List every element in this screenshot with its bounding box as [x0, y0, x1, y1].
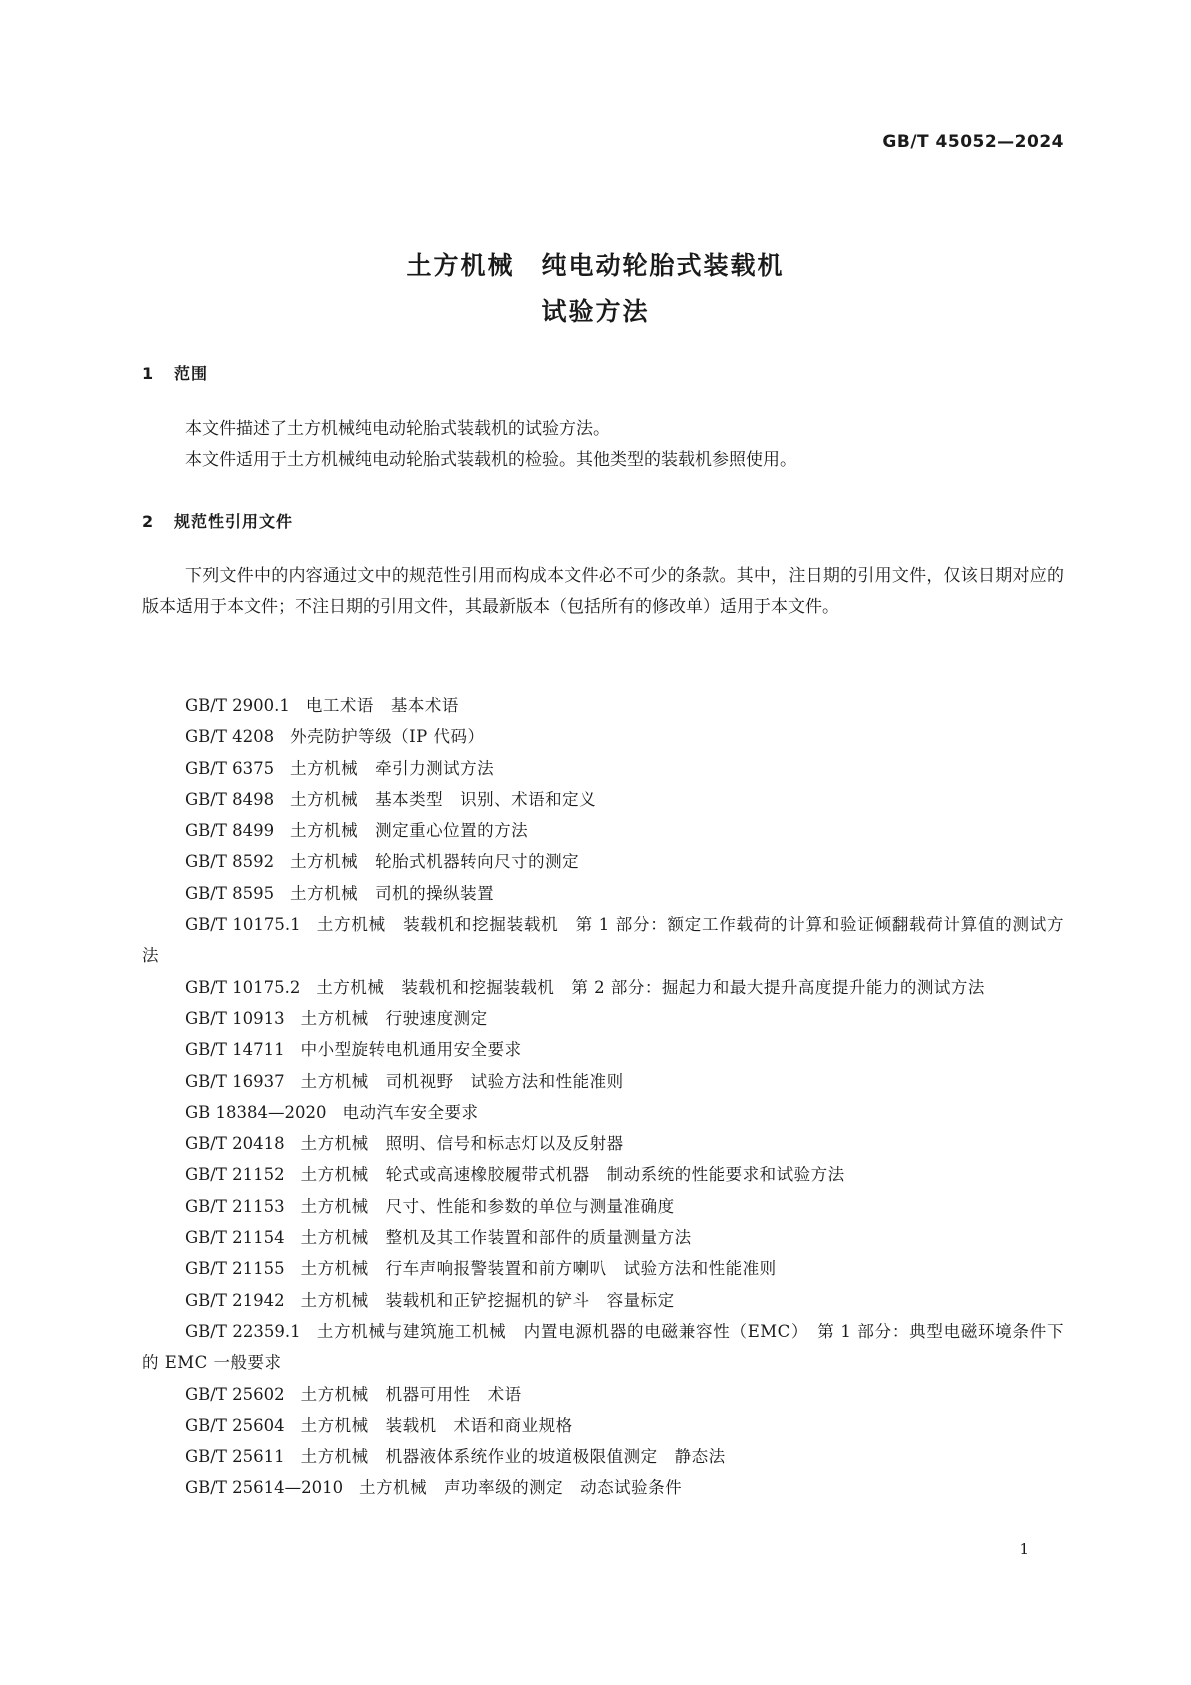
reference-code: GB/T 20418	[185, 1134, 285, 1154]
paragraph: 本文件适用于土方机械纯电动轮胎式装载机的检验。其他类型的装载机参照使用。	[185, 450, 797, 470]
reference-title: 电动汽车安全要求	[342, 1102, 479, 1122]
reference-code: GB/T 21152	[185, 1165, 285, 1185]
section-1-body	[142, 414, 1064, 476]
reference-title: 土方机械 装载机和正铲挖掘机的铲斗 容量标定	[300, 1290, 675, 1310]
paragraph: 下列文件中的内容通过文中的规范性引用而构成本文件必不可少的条款。其中，注日期的引用文件，仅该日期对应的版本适用于本文件；不注日期的引用文件，其最新版本（包括所有的修改单）适用于本文件。	[142, 566, 1064, 617]
reference-item	[142, 1316, 1064, 1379]
reference-code: GB/T 6375	[185, 758, 275, 778]
reference-item	[142, 1253, 1064, 1284]
section-1-heading	[142, 361, 208, 384]
paragraph: 本文件描述了土方机械纯电动轮胎式装载机的试验方法。	[185, 419, 610, 439]
reference-title: 土方机械 装载机和挖掘装载机 第 2 部分：掘起力和最大提升高度提升能力的测试方法	[316, 977, 985, 997]
reference-code: GB 18384—2020	[185, 1102, 327, 1122]
standard-code: GB/T 45052—2024	[882, 132, 1064, 152]
reference-code: GB/T 10913	[185, 1008, 285, 1028]
reference-item	[142, 846, 1064, 877]
reference-item	[142, 784, 1064, 815]
reference-item	[142, 690, 1064, 721]
reference-item	[142, 721, 1064, 752]
reference-title: 土方机械 尺寸、性能和参数的单位与测量准确度	[300, 1196, 675, 1216]
section-2-heading	[142, 509, 293, 532]
reference-item	[142, 972, 1064, 1003]
reference-code: GB/T 21153	[185, 1196, 285, 1216]
reference-title: 土方机械 基本类型 识别、术语和定义	[290, 789, 597, 809]
reference-code: GB/T 10175.1	[185, 915, 301, 935]
reference-title: 土方机械 司机的操纵装置	[290, 883, 495, 903]
reference-code: GB/T 8595	[185, 883, 275, 903]
reference-title: 土方机械 牵引力测试方法	[290, 758, 495, 778]
reference-item	[142, 1472, 1064, 1503]
reference-code: GB/T 25614—2010	[185, 1478, 344, 1498]
reference-title: 土方机械 轮胎式机器转向尺寸的测定	[290, 852, 580, 872]
reference-code: GB/T 4208	[185, 727, 275, 747]
reference-code: GB/T 21942	[185, 1290, 285, 1310]
section-title: 范围	[174, 364, 209, 383]
reference-title: 中小型旋转电机通用安全要求	[300, 1040, 522, 1060]
reference-title: 土方机械 行车声响报警装置和前方喇叭 试验方法和性能准则	[300, 1259, 777, 1279]
document-title	[0, 243, 1191, 335]
reference-code: GB/T 21154	[185, 1228, 285, 1248]
section-number: 2	[142, 512, 155, 531]
reference-item	[142, 1285, 1064, 1316]
reference-code: GB/T 8498	[185, 789, 275, 809]
reference-item	[142, 1066, 1064, 1097]
section-number: 1	[142, 364, 155, 383]
reference-item	[142, 1034, 1064, 1065]
reference-list	[142, 690, 1064, 1504]
reference-title: 土方机械 机器可用性 术语	[300, 1384, 522, 1404]
reference-item	[142, 1097, 1064, 1128]
reference-code: GB/T 8592	[185, 852, 275, 872]
reference-title: 土方机械 测定重心位置的方法	[290, 821, 529, 841]
reference-title: 土方机械 行驶速度测定	[300, 1008, 488, 1028]
reference-title: 电工术语 基本术语	[305, 696, 459, 715]
page-number: 1	[1019, 1540, 1029, 1558]
reference-item	[142, 753, 1064, 784]
reference-item	[142, 1003, 1064, 1034]
reference-item	[142, 1128, 1064, 1159]
reference-item	[142, 1410, 1064, 1441]
reference-code: GB/T 25611	[185, 1447, 285, 1467]
reference-code: GB/T 14711	[185, 1040, 285, 1060]
reference-title: 土方机械 装载机 术语和商业规格	[300, 1415, 573, 1435]
section-2-intro	[142, 561, 1064, 623]
reference-title: 土方机械 声功率级的测定 动态试验条件	[359, 1478, 683, 1498]
reference-item	[142, 909, 1064, 972]
reference-code: GB/T 8499	[185, 821, 275, 841]
reference-item	[142, 878, 1064, 909]
reference-title: 土方机械 司机视野 试验方法和性能准则	[300, 1071, 624, 1091]
reference-code: GB/T 22359.1	[185, 1321, 301, 1341]
reference-title: 土方机械 装载机和挖掘装载机 第 1 部分：额定工作载荷的计算和验证倾翻载荷计算值的测试方法	[142, 915, 1064, 966]
reference-title: 土方机械 轮式或高速橡胶履带式机器 制动系统的性能要求和试验方法	[300, 1165, 845, 1185]
reference-code: GB/T 2900.1	[185, 696, 290, 715]
reference-title: 土方机械与建筑施工机械 内置电源机器的电磁兼容性（EMC） 第 1 部分：典型电磁环境条件下的 EMC 一般要求	[142, 1321, 1064, 1373]
reference-item	[142, 815, 1064, 846]
section-title: 规范性引用文件	[174, 512, 294, 531]
reference-title: 土方机械 照明、信号和标志灯以及反射器	[300, 1134, 624, 1154]
reference-title: 土方机械 整机及其工作装置和部件的质量测量方法	[300, 1228, 692, 1248]
reference-item	[142, 1379, 1064, 1410]
reference-title: 土方机械 机器液体系统作业的坡道极限值测定 静态法	[300, 1447, 726, 1467]
reference-item	[142, 1159, 1064, 1190]
reference-title: 外壳防护等级（IP 代码）	[290, 727, 485, 747]
title-line-1: 土方机械 纯电动轮胎式装载机	[406, 251, 785, 280]
title-line-2: 试验方法	[541, 297, 650, 326]
reference-code: GB/T 16937	[185, 1071, 285, 1091]
reference-code: GB/T 21155	[185, 1259, 285, 1279]
reference-item	[142, 1222, 1064, 1253]
reference-code: GB/T 10175.2	[185, 977, 301, 997]
reference-item	[142, 1441, 1064, 1472]
reference-code: GB/T 25604	[185, 1415, 285, 1435]
reference-item	[142, 1191, 1064, 1222]
reference-code: GB/T 25602	[185, 1384, 285, 1404]
